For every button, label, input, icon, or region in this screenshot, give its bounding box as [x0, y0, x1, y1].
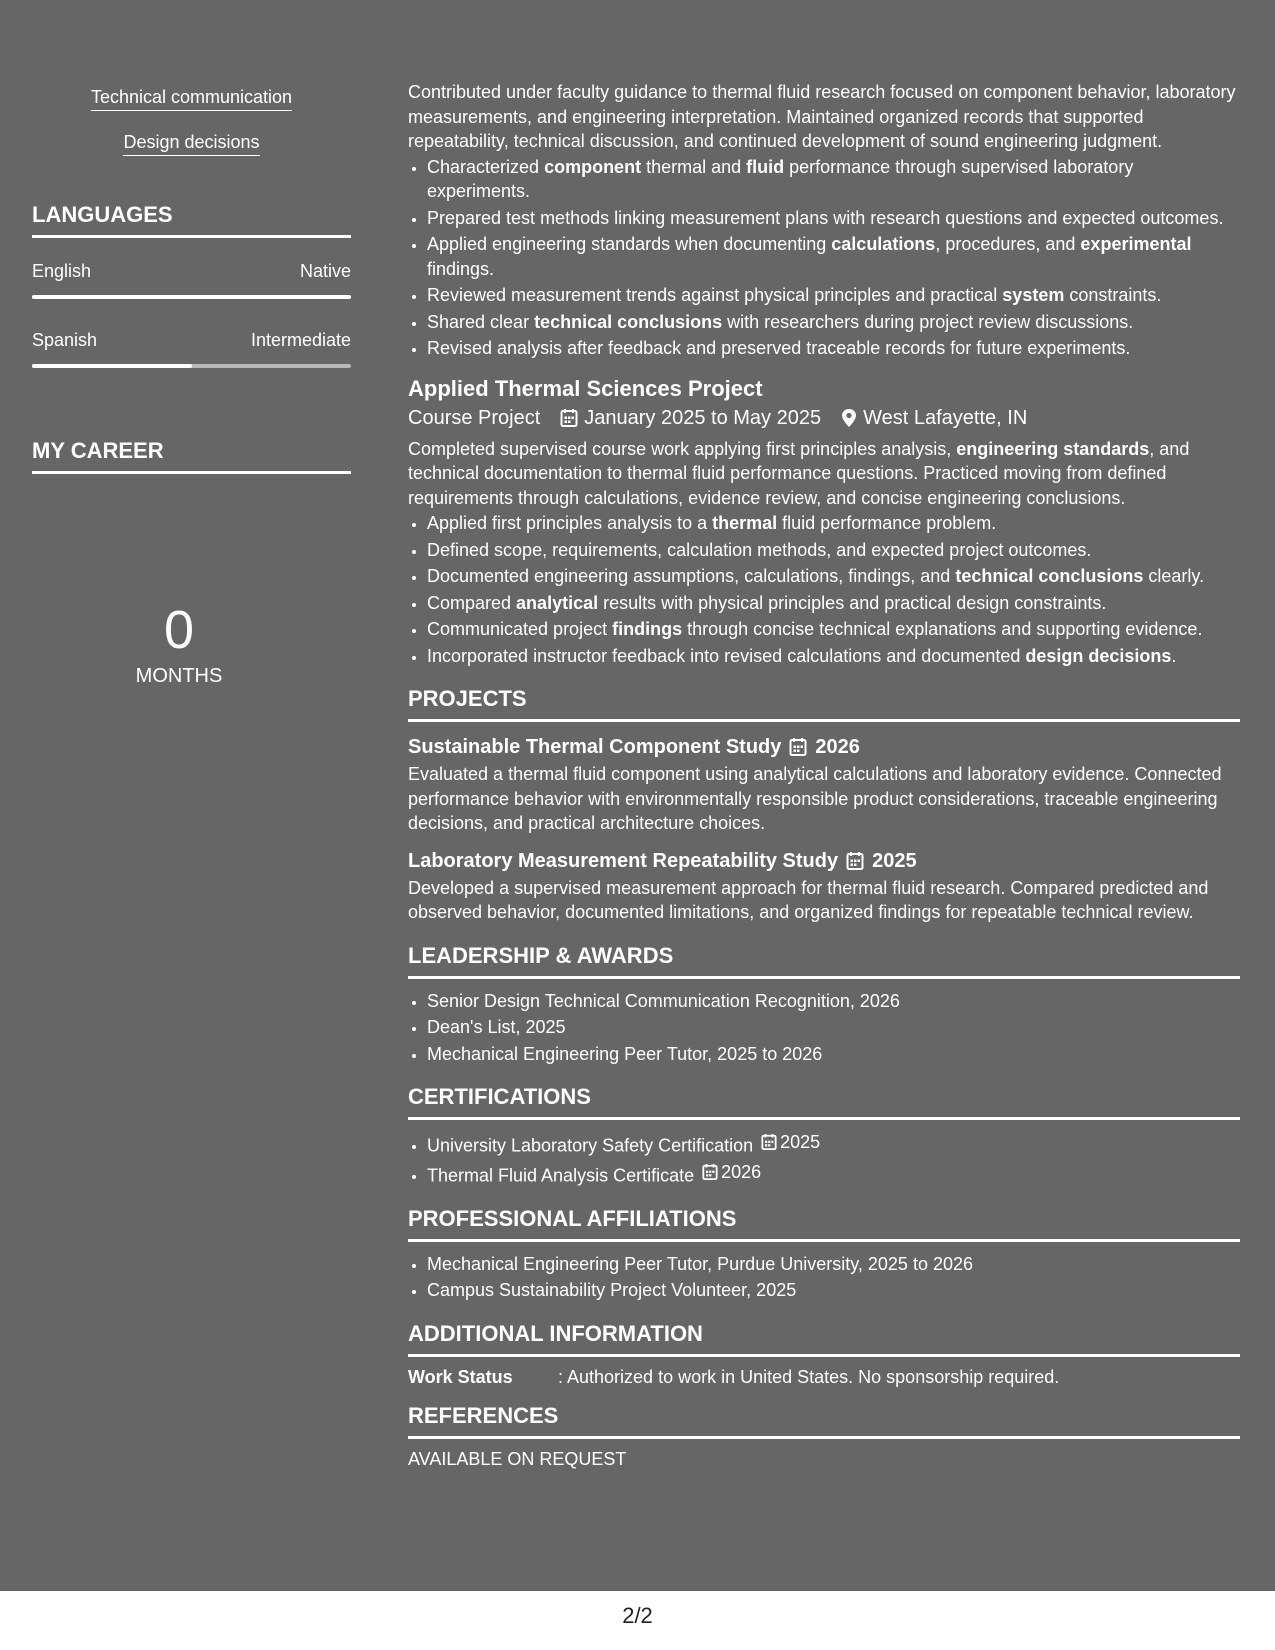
list-item: • Reviewed measurement trends against physical principles and practical system constraints. [427, 283, 1240, 308]
calendar-icon [846, 851, 864, 871]
calendar-icon [702, 1163, 718, 1181]
work-status-row [408, 1365, 1240, 1390]
list-item: • Prepared test methods linking measurement plans with research questions and expected outcomes. [427, 206, 1240, 231]
main-content [408, 80, 1240, 1472]
language-proficiency-bar [32, 364, 351, 368]
certification-year: 2025 [780, 1132, 821, 1152]
list-item: • Characterized component thermal and fluid performance through supervised laboratory experiments. [427, 155, 1240, 204]
list-item: • Shared clear technical conclusions with researchers during project review discussions. [427, 310, 1240, 335]
list-item: • Dean's List, 2025 [427, 1015, 1240, 1040]
list-item: • Defined scope, requirements, calculation methods, and expected project outcomes. [427, 538, 1240, 563]
affiliations-list [408, 1252, 1240, 1303]
sidebar [32, 86, 351, 474]
skill-design-decisions[interactable]: Design decisions [123, 131, 259, 156]
list-item: • Communicated project findings through concise technical explanations and supporting evidence. [427, 617, 1240, 642]
list-item: • Senior Design Technical Communication Recognition, 2026 [427, 989, 1240, 1014]
skill-technical-communication[interactable]: Technical communication [91, 86, 292, 111]
course-project-dates: January 2025 to May 2025 [584, 406, 822, 429]
calendar-icon [761, 1133, 777, 1151]
list-item: • Compared analytical results with physical principles and practical design constraints. [427, 591, 1240, 616]
work-status-value: : Authorized to work in United States. No sponsorship required. [558, 1366, 1060, 1387]
list-item: • University Laboratory Safety Certification 2025 [427, 1130, 1240, 1158]
list-item: • Applied first principles analysis to a thermal fluid performance problem. [427, 511, 1240, 536]
list-item: • Revised analysis after feedback and preserved traceable records for future experiments. [427, 336, 1240, 361]
page-indicator: 2/2 [0, 1591, 1275, 1650]
language-name: Spanish [32, 330, 98, 350]
references-heading: REFERENCES [408, 1403, 1240, 1439]
course-project-type: Course Project [408, 406, 541, 429]
research-bullets [408, 155, 1240, 361]
career-months-value: 0 [163, 600, 195, 660]
language-level: Intermediate [250, 330, 351, 350]
language-level: Native [299, 261, 351, 281]
language-proficiency-fill [32, 295, 351, 299]
project-year: 2026 [815, 736, 860, 758]
project-description: Evaluated a thermal fluid component using analytical calculations and laboratory evidence. Connected performance behavior with environmentally responsible product considerations, traceable engineering decisions, and practical architecture choices. [408, 764, 1222, 833]
course-project-summary: Completed supervised course work applying first principles analysis, engineering standards, and technical documentation to thermal fluid performance questions. Practiced moving from defined requirements through calculations, evidence review, and concise engineering conclusions. [408, 438, 1190, 508]
language-english [32, 260, 351, 299]
leadership-heading: LEADERSHIP & AWARDS [408, 943, 1240, 979]
certification-year: 2026 [721, 1161, 762, 1182]
research-summary: Contributed under faculty guidance to thermal fluid research focused on component behavior, laboratory measurements, and engineering interpretation. Maintained organized records that supported repeatability, technical discussion, and continued development of sound engineering judgment. [408, 82, 1236, 151]
career-months-unit: MONTHS [135, 665, 223, 687]
affiliations-heading: PROFESSIONAL AFFILIATIONS [408, 1206, 1240, 1242]
project-title: Laboratory Measurement Repeatability Study 2025 [408, 849, 917, 872]
calendar-icon [560, 408, 578, 428]
project-title: Sustainable Thermal Component Study 2026 [408, 736, 860, 758]
list-item: • Applied engineering standards when documenting calculations, procedures, and experimental findings. [427, 232, 1240, 281]
course-project-bullets [408, 511, 1240, 668]
certifications-heading: CERTIFICATIONS [408, 1084, 1240, 1120]
references-text: AVAILABLE ON REQUEST [408, 1449, 627, 1469]
work-status-label: Work Status [408, 1366, 513, 1387]
career-heading: MY CAREER [32, 438, 351, 474]
languages-heading: LANGUAGES [32, 202, 351, 238]
course-project-title: Applied Thermal Sciences Project [408, 375, 763, 401]
additional-info-heading: ADDITIONAL INFORMATION [408, 1321, 1240, 1357]
list-item: • Incorporated instructor feedback into revised calculations and documented design decisions. [427, 644, 1240, 669]
language-proficiency-bar [32, 295, 351, 299]
project-year: 2025 [872, 849, 917, 872]
list-item: • Campus Sustainability Project Volunteer, 2025 [427, 1278, 1240, 1303]
certifications-list [408, 1130, 1240, 1188]
list-item: • Mechanical Engineering Peer Tutor, Purdue University, 2025 to 2026 [427, 1252, 1240, 1277]
language-spanish [32, 329, 351, 368]
list-item: • Thermal Fluid Analysis Certificate 2026 [427, 1160, 1240, 1188]
course-project-meta [408, 405, 1240, 431]
calendar-icon [789, 737, 807, 757]
map-pin-icon [841, 408, 857, 428]
language-name: English [32, 261, 92, 281]
leadership-list [408, 989, 1240, 1067]
list-item: • Documented engineering assumptions, calculations, findings, and technical conclusions clearly. [427, 564, 1240, 589]
language-proficiency-fill [32, 364, 192, 368]
course-project-location: West Lafayette, IN [863, 406, 1028, 429]
list-item: • Mechanical Engineering Peer Tutor, 2025 to 2026 [427, 1042, 1240, 1067]
projects-heading: PROJECTS [408, 686, 1240, 722]
project-description: Developed a supervised measurement approach for thermal fluid research. Compared predicted and observed behavior, documented limitations, and organized findings for repeatable technical review. [408, 877, 1209, 922]
